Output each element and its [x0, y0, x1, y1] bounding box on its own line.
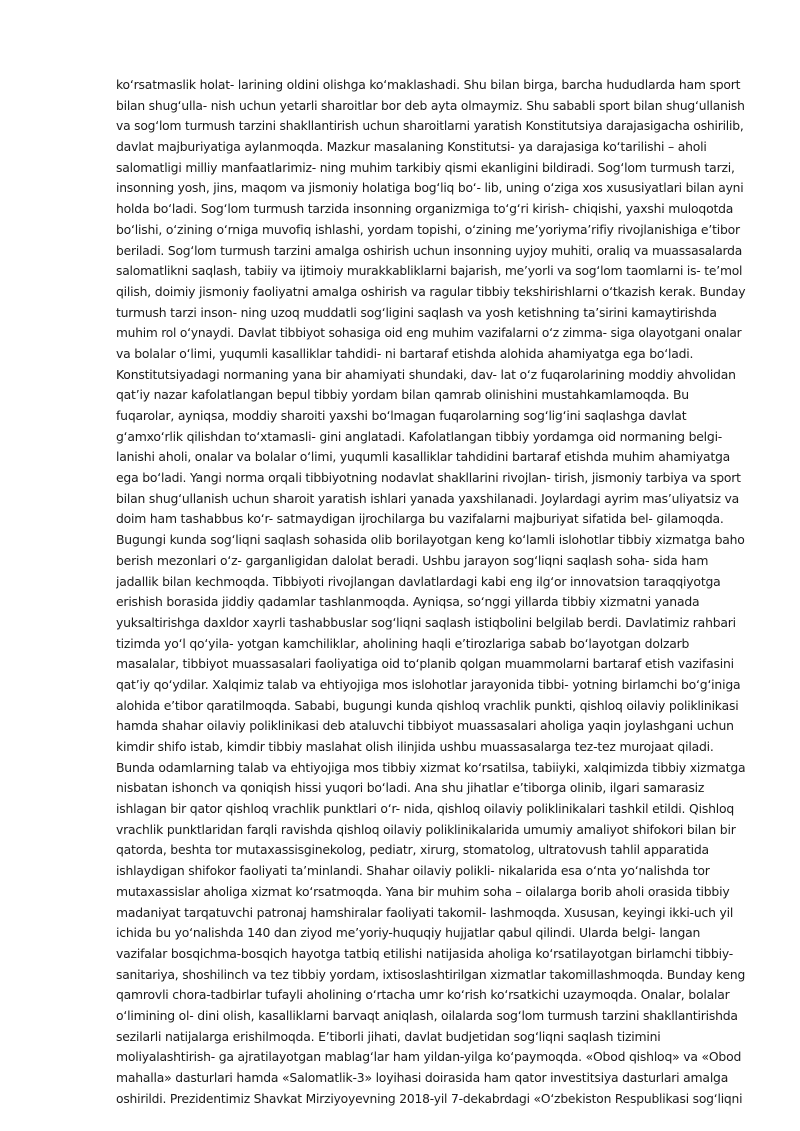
text-line: Konstitutsiyadagi normaning yana bir ahamiyati shundaki, dav- lat o‘z fuqarolarining moddiy ahvolidan [116, 366, 736, 382]
text-line: jadallik bilan kechmoqda. Tibbiyoti rivojlangan davlatlardagi kabi eng ilg‘or innovatsion taraqqiyotga [116, 573, 721, 589]
text-line: alohida e’tibor qaratilmoqda. Sababi, bugungi kunda qishloq vrachlik punkti, qishloq oilaviy poliklinikasi [116, 697, 739, 713]
text-line: ishlaydigan shifokor faoliyati ta’minlandi. Shahar oilaviy polikli- nikalarida esa o‘nta yo‘nalishda tor [116, 863, 710, 879]
text-line: fuqarolar, ayniqsa, moddiy sharoiti yaxshi bo‘lmagan fuqarolarning sog‘lig‘ini saqlashga davlat [116, 408, 687, 423]
text-line: Bunda odamlarning talab va ehtiyojiga mos tibbiy xizmat ko‘rsatilsa, tabiiyki, xalqimizda tibbiy xizmatga [116, 759, 746, 775]
text-line: salomatligi milliy manfaatlarimiz- ning muhim tarkibiy qismi ekanligini bildiradi. Sog‘lom turmush tarzi, [116, 159, 735, 175]
text-line: mahalla» dasturlari hamda «Salomatlik-3» loyihasi doirasida ham qator investitsiya dasturlari amalga [116, 1070, 729, 1085]
text-line: Bugungi kunda sog‘liqni saqlash sohasida olib borilayotgan keng ko‘lamli islohotlar tibbiy xizmatga baho [116, 532, 745, 548]
text-line: davlat majburiyatiga aylanmoqda. Mazkur masalaning Konstitutsi- ya darajasiga ko‘tarilishi – aholi [116, 139, 707, 155]
text-line: moliyalashtirish- ga ajratilayotgan mablag‘lar ham yildan-yilga ko‘paymoqda. «Obod qishloq» va «Obod [116, 1049, 742, 1065]
text-line: insonning yosh, jins, maqom va jismoniy holatiga bog‘liq bo‘- lib, uning o‘ziga xos xususiyatlari bilan ayni [116, 181, 744, 196]
body-text [116, 75, 746, 1109]
text-line: g‘amxo‘rlik qilishdan to‘xtamasli- gini anglatadi. Kafolatlangan tibbiy yordamga oid normaning belgi- [116, 428, 723, 444]
text-line: bo‘lishi, o‘zining o‘rniga muvofiq ishlashi, yordam topishi, o‘zining me’yoriyma’rifiy rivojlanishiga e’tibor [116, 221, 740, 237]
text-line: qatorda, beshta tor mutaxassisginekolog, pediatr, xirurg, stomatolog, ultratovush tahlil apparatida [116, 842, 709, 858]
text-line: ko‘rsatmaslik holat- larining oldini olishga ko‘maklashadi. Shu bilan birga, barcha hududlarda ham sport [116, 77, 741, 92]
text-line: qat’iy nazar kafolatlangan bepul tibbiy yordam bilan qamrab olinishini mustahkamlamoqda. Bu [116, 387, 689, 403]
text-line: tizimda yo‘l qo‘yila- yotgan kamchiliklar, aholining haqli e’tirozlariga sabab bo‘layotgan dolzarb [116, 635, 690, 651]
text-line: ichida bu yo‘nalishda 140 dan ziyod me’yoriy-huquqiy hujjatlar qabul qilindi. Ularda belgi- langan [116, 925, 701, 941]
text-line: lanishi aholi, onalar va bolalar o‘limi, yuqumli kasalliklar tahdidini bartaraf etishda muhim ahamiyatga [116, 449, 731, 465]
text-line: qamrovli chora-tadbirlar tufayli aholining o‘rtacha umr ko‘rish ko‘rsatkichi uzaymoqda. Onalar, bolalar [116, 987, 730, 1003]
text-line: masalalar, tibbiyot muassasalari faoliyatiga oid to‘planib qolgan muammolarni bartaraf etish vazifasini [116, 656, 734, 672]
text-line: turmush tarzi inson- ning uzoq muddatli sog‘ligini saqlash va yosh ketishning ta’sirini kamaytirishda [116, 304, 717, 320]
text-line: berish mezonlari o‘z- garganligidan dalolat beradi. Ushbu jarayon sog‘liqni saqlash soha- sida ham [116, 552, 709, 568]
text-line: erishish borasida jiddiy qadamlar tashlanmoqda. Ayniqsa, so‘nggi yillarda tibbiy xizmatni yanada [116, 594, 700, 610]
text-line: ega bo‘ladi. Yangi norma orqali tibbiyotning nodavlat shakllarini rivojlan- tirish, jismoniy tarbiya va sport [116, 470, 741, 486]
text-line: mutaxassislar aholiga xizmat ko‘rsatmoqda. Yana bir muhim soha – oilalarga borib aholi orasida tibbiy [116, 883, 730, 899]
text-line: salomatlikni saqlash, tabiiy va ijtimoiy murakkabliklarni bajarish, me’yorli va sog‘lom taomlarni is- te’mol [116, 264, 743, 279]
text-line: beriladi. Sog‘lom turmush tarzini amalga oshirish uchun insonning uyjoy muhiti, oraliq va muassasalarda [116, 243, 743, 258]
text-line: qilish, doimiy jismoniy faoliyatni amalga oshirish va ragular tibbiy tekshirishlarni o‘tkazish kerak. Bunday [116, 283, 746, 299]
text-line: sanitariya, shoshilinch va tez tibbiy yordam, ixtisoslashtirilgan xizmatlar takomillashmoqda. Bunday keng [116, 967, 746, 982]
text-line: yuksaltirishga daxldor xayrli tashabbuslar sog‘liqni saqlash istiqbolini belgilab berdi. Davlatimiz rahbari [116, 614, 736, 630]
text-line: sezilarli natijalarga erishilmoqda. E’tiborli jihati, davlat budjetidan sog‘liqni saqlash tizimini [116, 1028, 661, 1044]
text-line: holda bo‘ladi. Sog‘lom turmush tarzida insonning organizmiga to‘g‘ri kirish- chiqishi, yaxshi muloqotda [116, 201, 734, 217]
text-line: madaniyat tarqatuvchi patronaj hamshiralar faoliyati takomil- lashmoqda. Xususan, keyingi ikki-uch yil [116, 904, 734, 920]
text-line: doim ham tashabbus ko‘r- satmaydigan ijrochilarga bu vazifalarni majburiyat sifatida bel- gilamoqda. [116, 511, 724, 527]
text-line: bilan shug‘ulla- nish uchun yetarli sharoitlar bor deb ayta olmaymiz. Shu sababli sport bilan shug‘ullanish [116, 98, 745, 113]
text-line: vazifalar bosqichma-bosqich hayotga tatbiq etilishi natijasida aholiga ko‘rsatilayotgan birlamchi tibbiy- [116, 945, 734, 961]
text-line: bilan shug‘ullanish uchun sharoit yaratish ishlari yanada yaxshilanadi. Joylardagi ayrim mas’uliyatsiz va [116, 490, 740, 506]
text-line: qat’iy qo‘ydilar. Xalqimiz talab va ehtiyojiga mos islohotlar jarayonida tibbi- yotning birlamchi bo‘g‘iniga [116, 676, 741, 692]
text-line: nisbatan ishonch va qoniqish hissi yuqori bo‘ladi. Ana shu jihatlar e’tiborga olinib, ilgari samarasiz [116, 780, 705, 796]
text-line: muhim rol o‘ynaydi. Davlat tibbiyot sohasiga oid eng muhim vazifalarni o‘z zimma- siga olayotgani onalar [116, 326, 742, 341]
text-line: va bolalar o‘limi, yuqumli kasalliklar tahdidi- ni bartaraf etishda alohida ahamiyatga ega bo‘ladi. [116, 345, 694, 361]
text-line: hamda shahar oilaviy poliklinikasi deb ataluvchi tibbiyot muassasalari aholiga yaqin joylashgani uchun [116, 718, 734, 734]
text-line: kimdir shifo istab, kimdir tibbiy maslahat olish ilinjida ushbu muassasalarga tez-tez murojaat qiladi. [116, 739, 714, 754]
text-line: vrachlik punktlaridan farqli ravishda qishloq oilaviy poliklinikalarida umumiy amaliyot shifokori bilan bir [116, 821, 736, 837]
text-line: o‘limining ol- dini olish, kasalliklarni barvaqt aniqlash, oilalarda sog‘lom turmush tarzini shakllantirishda [116, 1007, 738, 1023]
text-line: va sog‘lom turmush tarzini shakllantirish uchun sharoitlarni yaratish Konstitutsiya darajasigacha oshirilib, [116, 119, 744, 134]
text-line: oshirildi. Prezidentimiz Shavkat Mirziyoyevning 2018-yil 7-dekabrdagi «O‘zbekiston Respublikasi sog‘liqni [116, 1091, 743, 1106]
text-line: ishlagan bir qator qishloq vrachlik punktlari o‘r- nida, qishloq oilaviy poliklinikalari tashkil etildi. Qishloq [116, 801, 735, 817]
